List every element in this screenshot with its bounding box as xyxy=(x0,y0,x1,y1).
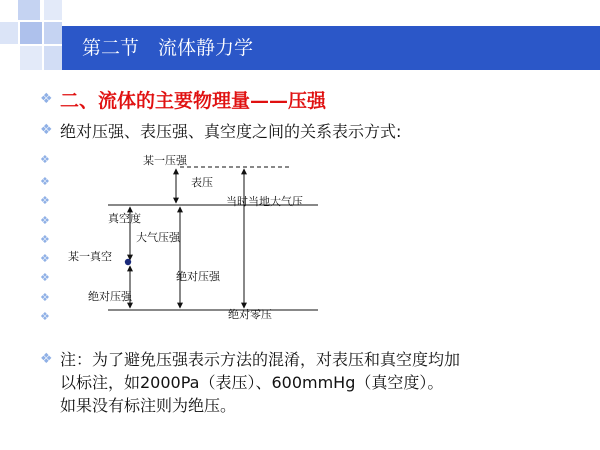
diamond-bullet-icon: ❖ xyxy=(40,291,50,304)
label-absolute-pressure-left: 绝对压强 xyxy=(88,290,132,303)
section-heading: 二、流体的主要物理量——压强 xyxy=(60,90,327,112)
label-local-atmosphere: 当时当地大气压 xyxy=(226,195,303,208)
diamond-bullet-icon: ❖ xyxy=(40,271,50,284)
label-some-vacuum: 某一真空 xyxy=(68,250,112,263)
diamond-bullet-icon: ❖ xyxy=(40,214,50,227)
label-some-pressure: 某一压强 xyxy=(143,154,187,167)
note-line: 注：为了避免压强表示方法的混淆，对表压和真空度均加 xyxy=(60,350,461,369)
label-absolute-zero: 绝对零压 xyxy=(228,308,272,321)
note-line: 以标注，如2000Pa（表压）、600mmHg（真空度）。 xyxy=(60,373,444,392)
label-vacuum-degree: 真空度 xyxy=(108,212,141,225)
label-absolute-pressure-right: 绝对压强 xyxy=(176,270,220,283)
diamond-bullet-icon: ❖ xyxy=(40,194,50,207)
section-label: 第二节 xyxy=(82,37,140,59)
subheading: 绝对压强、表压强、真空度之间的关系表示方式: xyxy=(60,122,402,141)
note-paragraph xyxy=(60,348,580,417)
label-gauge: 表压 xyxy=(191,176,213,189)
topic-label: 流体静力学 xyxy=(158,37,254,59)
vacuum-point xyxy=(125,259,131,265)
diamond-bullet-icon: ❖ xyxy=(40,153,50,166)
diamond-bullet-icon: ❖ xyxy=(40,175,50,188)
diamond-bullet-icon: ❖ xyxy=(40,91,53,107)
diamond-bullet-icon: ❖ xyxy=(40,310,50,323)
diamond-bullet-icon: ❖ xyxy=(40,252,50,265)
diamond-bullet-icon: ❖ xyxy=(40,351,53,367)
label-atmospheric-pressure: 大气压强 xyxy=(136,231,180,244)
note-line: 如果没有标注则为绝压。 xyxy=(60,396,237,415)
diamond-bullet-icon: ❖ xyxy=(40,122,53,138)
diamond-bullet-icon: ❖ xyxy=(40,233,50,246)
